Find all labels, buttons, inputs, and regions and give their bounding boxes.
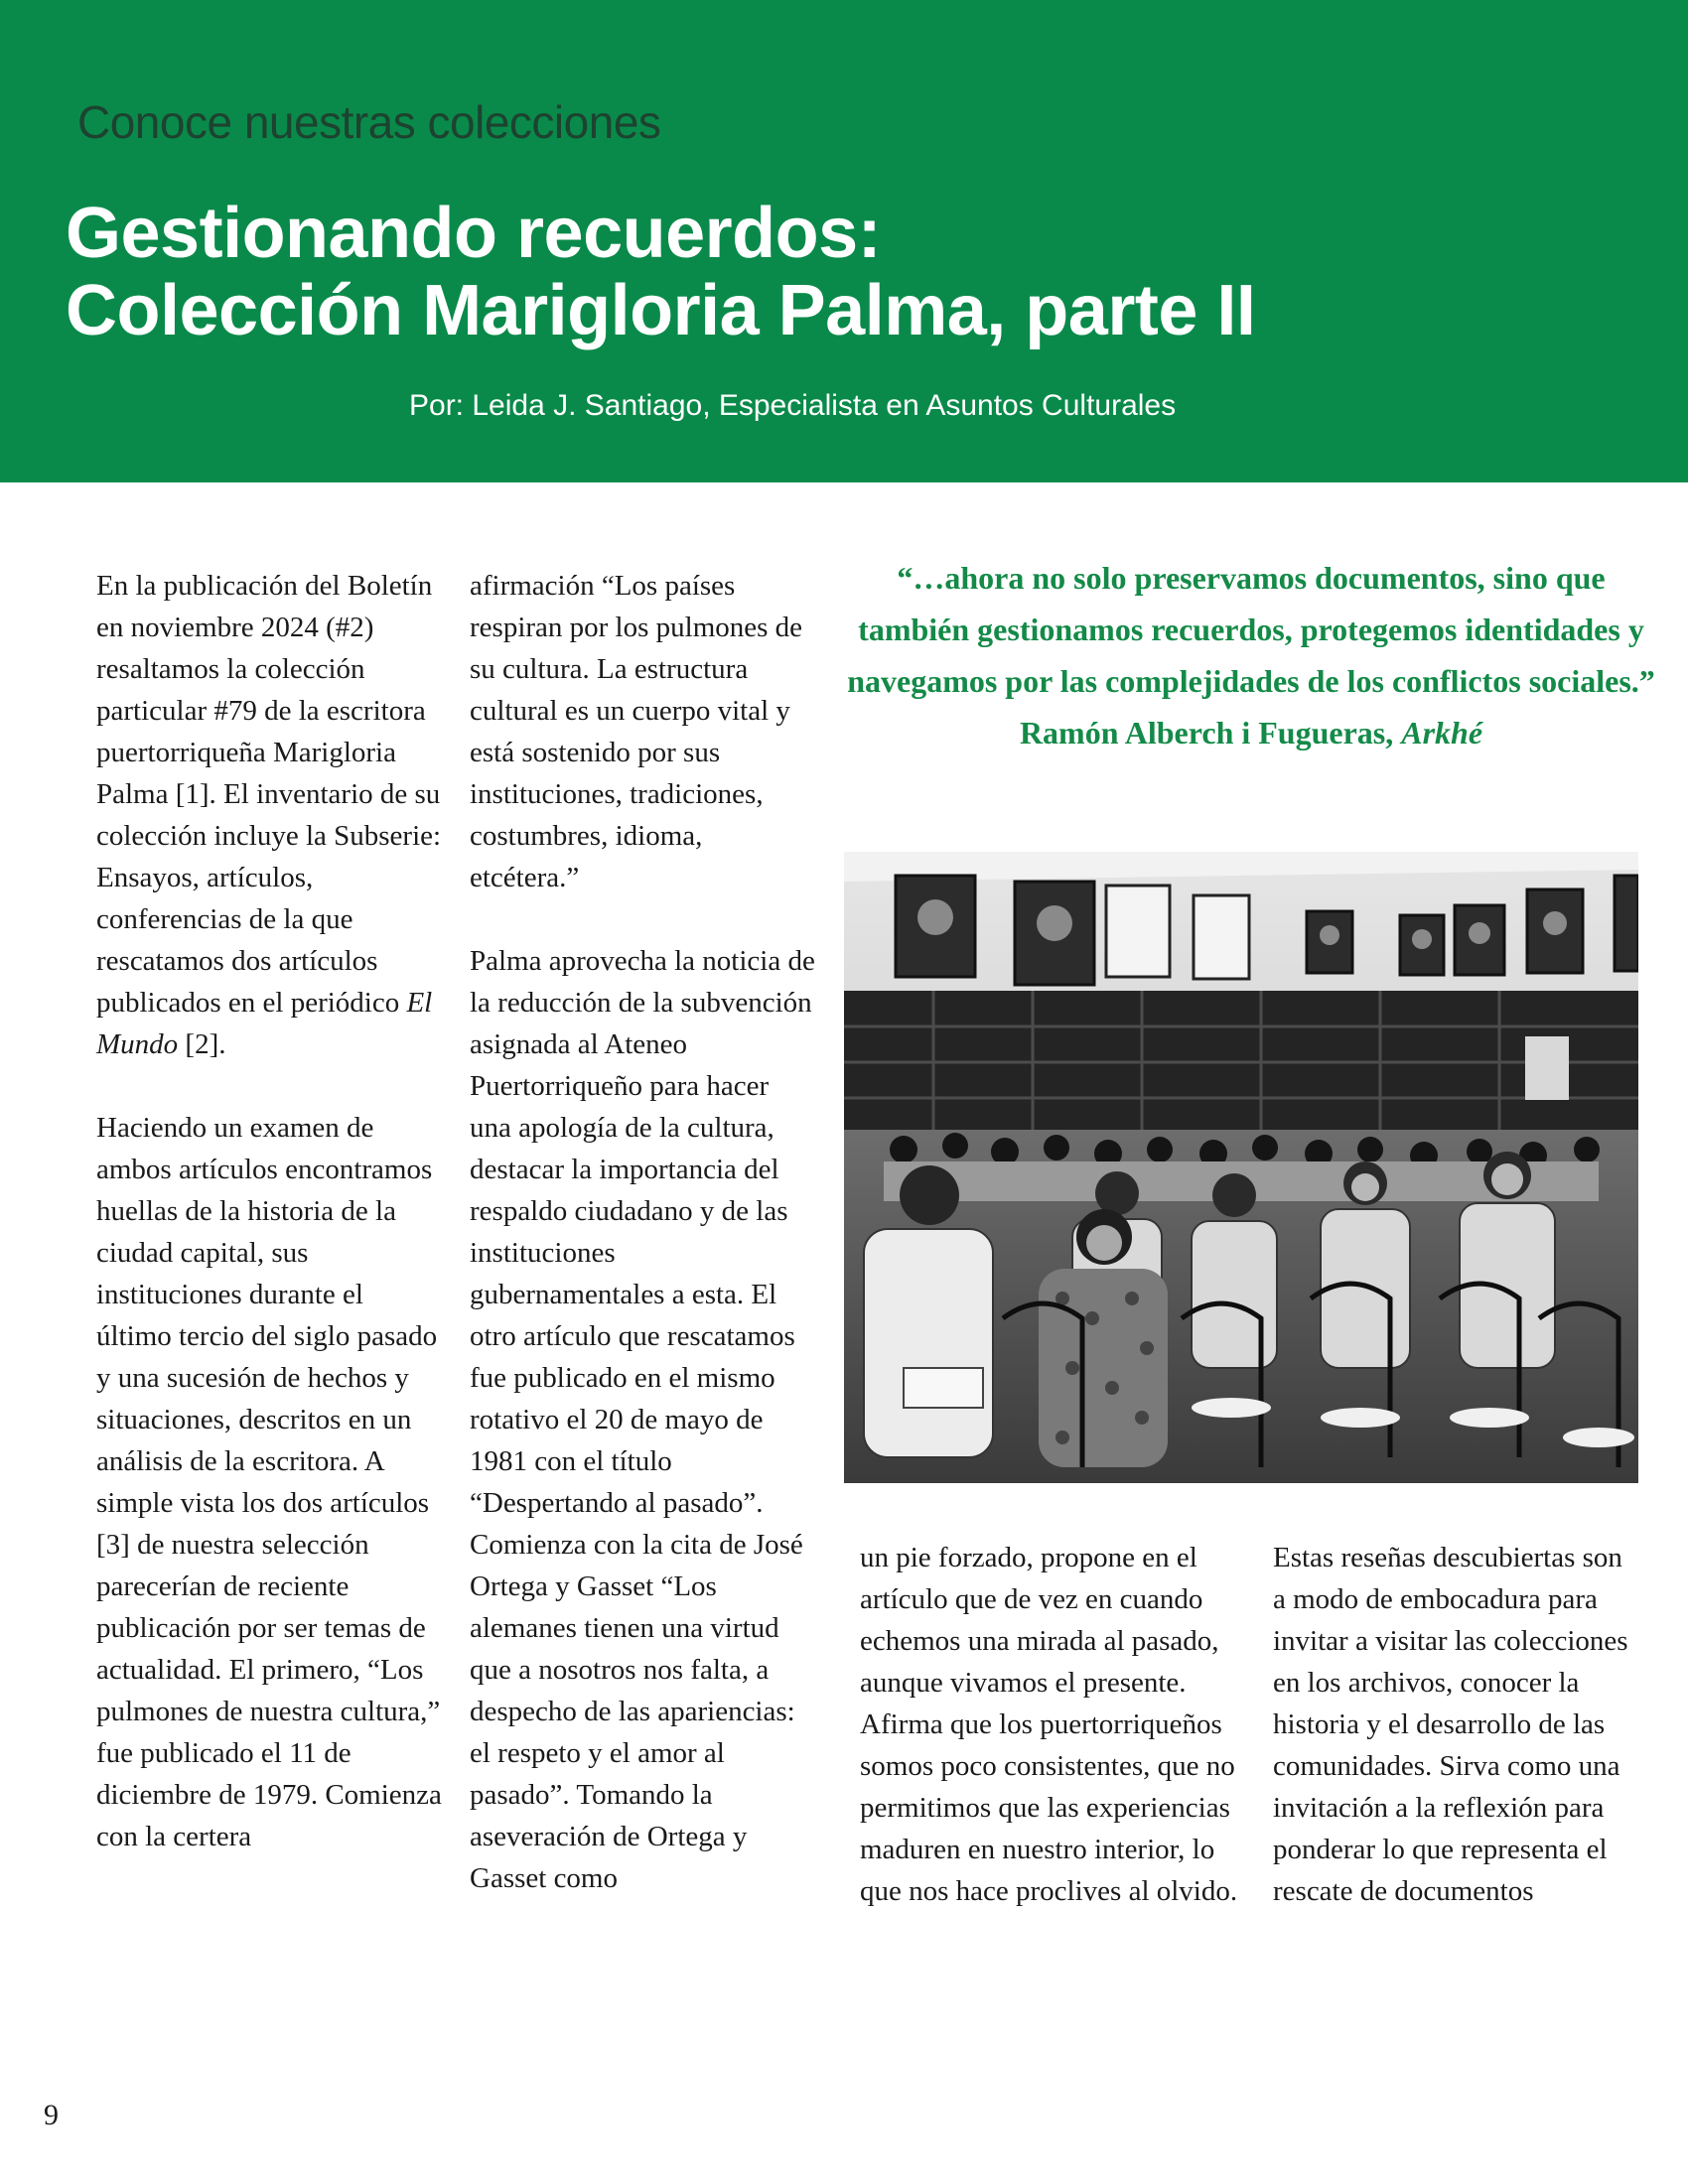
paragraph: Estas reseñas descubiertas son a modo de embocadura para invitar a visitar las colecciones en los archivos, conocer la historia y el desarrollo de las comunidades. Sirva como una invitación a la reflexión para ponderar lo que representa el rescate de documentos <box>1273 1542 1628 1907</box>
byline: Por: Leida J. Santiago, Especialista en Asuntos Culturales <box>409 389 1177 422</box>
text-column-2 <box>470 565 817 1899</box>
text-column-3 <box>860 1537 1257 1912</box>
paragraph: un pie forzado, propone en el artículo que de vez en cuando echemos una mirada al pasado, aunque vivamos el presente. Afirma que los puertorriqueños somos poco consistentes, que no permitimos que las experiencias maduren en nuestro interior, lo que nos hace proclives al olvido. <box>860 1542 1238 1907</box>
article-title <box>66 195 1255 349</box>
quote-attribution <box>844 707 1658 758</box>
header-banner <box>0 0 1688 482</box>
paragraph: Haciendo un examen de ambos artículos encontramos huellas de la historia de la ciudad capital, sus instituciones durante el último tercio del siglo pasado y una sucesión de hechos y situaciones, descritos en un análisis de la escritora. A simple vista los dos artículos [3] de nuestra selección parecerían de reciente publicación por ser temas de actualidad. El primero, “Los pulmones de nuestra cultura,” fue publicado el 11 de diciembre de 1979. Comienza con la certera <box>96 1112 442 1852</box>
paragraph <box>96 565 444 1065</box>
archival-photo <box>844 852 1638 1483</box>
title-line-1: Gestionando recuerdos: <box>66 194 882 273</box>
quote-source: Arkhé <box>1401 715 1483 751</box>
paragraph: afirmación “Los países respiran por los pulmones de su cultura. La estructura cultural es un cuerpo vital y está sostenido por sus instituciones, tradiciones, costumbres, idioma, etcétera.” <box>470 570 803 893</box>
paragraph: Palma aprovecha la noticia de la reducción de la subvención asignada al Ateneo Puertorriqueño para hacer una apología de la cultura, destacar la importancia del respaldo ciudadano y de las instituciones gubernamentales a esta. El otro artículo que rescatamos fue publicado en el mismo rotativo el 20 de mayo de 1981 con el título “Despertando al pasado”. Comienza con la cita de José Ortega y Gasset “Los alemanes tienen una virtud que a nosotros nos falta, a despecho de las apariencias: el respeto y el amor al pasado”. Tomando la aseveración de Ortega y Gasset como <box>470 945 815 1894</box>
quote-text: “…ahora no solo preservamos documentos, sino que también gestionamos recuerdos, protegemos identidades y navegamos por las complejidades de los conflictos sociales.” <box>847 560 1655 699</box>
quote-author: Ramón Alberch i Fugueras, <box>1019 715 1402 751</box>
text-column-1 <box>96 565 444 1857</box>
paragraph-text: En la publicación del Boletín en noviembre 2024 (#2) resaltamos la colección particular #79 de la escritora puertorriqueña Marigloria Palma [1]. El inventario de su colección incluye la Subserie: Ensayos, artículos, conferencias de la que rescatamos dos artículos publicados en el periódico <box>96 570 442 1019</box>
section-kicker: Conoce nuestras colecciones <box>77 96 661 148</box>
paragraph-text: [2]. <box>178 1028 226 1060</box>
audience-photo-illustration <box>844 852 1638 1483</box>
pull-quote <box>844 552 1658 758</box>
title-line-2: Colección Marigloria Palma, parte II <box>66 271 1256 350</box>
newspaper-title: El Mundo <box>96 987 433 1060</box>
text-column-4 <box>1273 1537 1630 1912</box>
page-number: 9 <box>44 2099 59 2131</box>
